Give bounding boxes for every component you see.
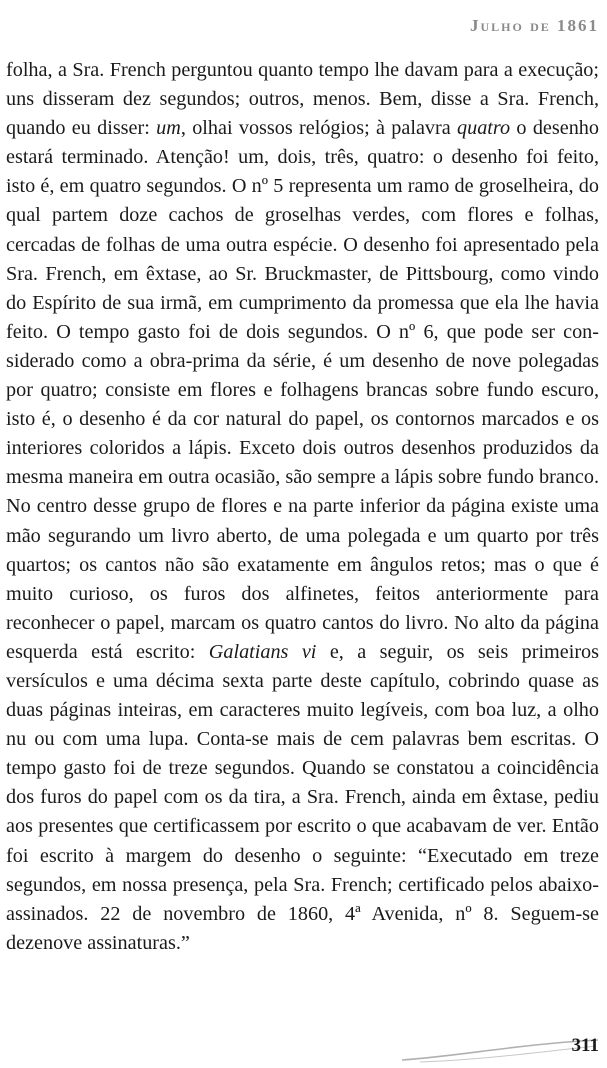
body-paragraph xyxy=(6,56,599,958)
text-segment: e, a seguir, os seis primeiros versículos e uma décima sexta parte deste capítulo, cobrindo quase as duas páginas inteiras, em caracteres muito legíveis, com boa luz, a olho nu ou com uma lupa. Conta-se mais de cem palavras bem escritas. O tempo gasto foi de treze segundos. Quando se constatou a coincidência dos furos do papel com os da tira, a Sra. French, ainda em êxtase, pediu aos presentes que certificassem por escrito o que acabavam de ver. Então foi escrito à margem do desenho o seguinte: “Executado em treze segundos, em nossa presença, pela Sra. French; certificado pelos abaixo-assinados. 22 de novembro de 1860, 4ª Avenida, nº 8. Seguem-se dezenove assinaturas.” xyxy=(6,640,599,954)
italic-segment: Galatians vi xyxy=(208,640,317,663)
page-number: 311 xyxy=(571,1035,599,1056)
running-header: Julho de 1861 xyxy=(469,16,599,35)
text-segment: , olhai vossos relógios; à palavra xyxy=(180,117,457,140)
text-segment: o desenho estará terminado. Atenção! um, dois, três, quatro: o desenho foi feito, isto é, em quatro segundos. O nº 5 representa um ramo de groselheira, do qual partem doze cachos de groselhas verdes, com flores e folhas, cercadas de folhas de uma outra espécie. O desenho foi apresentado pela Sra. French, em êxtase, ao Sr. Bruckmaster, de Pittsbourg, como vindo do Espírito de sua irmã, em cumprimento da promessa que ela lhe havia feito. O tempo gasto foi de dois segundos. O nº 6, que pode ser considerado como a obra-prima da série, é um desenho de nove polegadas por quatro; consiste em flores e folhagens brancas sobre fundo escuro, isto é, o desenho é da cor natural do papel, os contornos marcados e os interiores coloridos a lápis. Exceto dois outros desenhos produzidos da mesma maneira em outra ocasião, são sempre a lápis sobre fundo branco. No centro desse grupo de flores e na parte inferior da página existe uma mão segurando um livro aberto, de uma polegada e um quarto por três quartos; os cantos não são exatamente em ângulos retos; mas o que é muito curioso, os furos dos alfinetes, feitos anteriormente para reconhecer o papel, marcam os quatro cantos do livro. No alto da página esquerda está escrito: xyxy=(6,117,599,663)
italic-segment: um xyxy=(156,117,181,140)
text-segment: folha, a Sra. French perguntou quanto tempo lhe davam para a execução; uns disseram dez segundos; outros, menos. Bem, disse a Sra. French, quando eu disser: xyxy=(6,59,599,140)
page-flourish-ornament xyxy=(400,1030,600,1064)
italic-segment: quatro xyxy=(457,117,511,140)
